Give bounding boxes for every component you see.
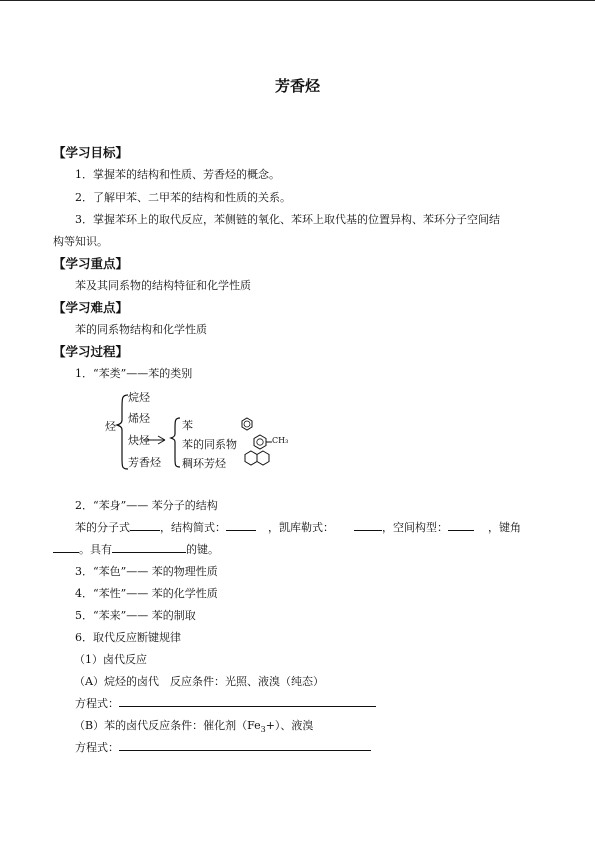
process-sub-b: （B）苯的卤代反应条件：催化剂$(Fe_3+)$、液溴 — [74, 719, 314, 735]
process-item-2: 2．“苯身”—— 苯分子的结构 — [75, 499, 218, 512]
structure-fill-line-2: 。具有 的键。 — [53, 541, 219, 557]
goal-item-3-continued: 构等知识。 — [53, 235, 108, 248]
structure-fill-line-1: 苯的分子式 ，结构简式： ，凯库勒式： ，空间构型： ，键角 — [75, 521, 521, 534]
diagram-branch-aromatic: 芳香烃 — [128, 456, 161, 469]
process-item-6: 6．取代反应断键规律 — [75, 631, 181, 644]
kekule-formula-blank[interactable] — [354, 519, 382, 531]
bond-angle-blank[interactable] — [53, 541, 79, 553]
process-item-5: 5．“苯来”—— 苯的制取 — [75, 609, 196, 622]
section-heading-key: 【学习重点】 — [53, 256, 129, 271]
diagram-branch-alkyne: 炔烃 — [128, 434, 150, 447]
toluene-ring-icon — [254, 435, 272, 449]
equation-line-a: 方程式： — [75, 695, 376, 711]
diagram-branch-alkene: 烯烃 — [128, 412, 150, 425]
bond-type-blank[interactable] — [112, 541, 186, 553]
goal-item-1: 1．掌握苯的结构和性质、芳香烃的概念。 — [75, 168, 280, 181]
key-point-text: 苯及其同系物的结构特征和化学性质 — [75, 279, 251, 292]
spatial-configuration-blank[interactable] — [448, 519, 474, 531]
process-sub-1: （1）卤代反应 — [74, 653, 147, 666]
goal-item-2: 2．了解甲苯、二甲苯的结构和性质的关系。 — [75, 191, 291, 204]
diagram-sub-fused: 稠环芳烃 — [182, 457, 226, 470]
diagram-branch-alkane: 烷烃 — [128, 391, 150, 404]
equation-b-blank[interactable] — [119, 739, 371, 751]
process-sub-a: （A）烷烃的卤代 反应条件：光照、液溴（纯态） — [74, 675, 324, 688]
diagram-methyl-label: CH₃ — [272, 436, 289, 445]
fused-ring-icon — [245, 451, 269, 465]
equation-a-blank[interactable] — [119, 695, 376, 707]
process-item-3: 3．“苯色”—— 苯的物理性质 — [75, 565, 218, 578]
section-heading-process: 【学习过程】 — [53, 344, 129, 359]
process-item-4: 4．“苯性”—— 苯的化学性质 — [75, 587, 218, 600]
difficult-point-text: 苯的同系物结构和化学性质 — [75, 323, 207, 336]
diagram-sub-homologue: 苯的同系物 — [182, 438, 237, 451]
hydrocarbon-classification-diagram — [100, 388, 300, 474]
benzene-ring-icon — [242, 418, 252, 430]
structural-formula-blank[interactable] — [226, 519, 256, 531]
goal-item-3: 3．掌握苯环上的取代反应，苯侧链的氧化、苯环上取代基的位置异构、苯环分子空间结 — [75, 213, 500, 226]
molecular-formula-blank[interactable] — [130, 519, 160, 531]
process-item-1: 1．“苯类”——苯的类别 — [75, 367, 193, 380]
diagram-root-label: 烃 — [105, 420, 116, 433]
page-top-border — [0, 0, 595, 1]
equation-line-b: 方程式： — [75, 739, 371, 755]
page-title: 芳香烃 — [274, 77, 320, 95]
diagram-sub-benzene: 苯 — [182, 419, 193, 432]
section-heading-difficult: 【学习难点】 — [53, 300, 129, 315]
section-heading-goals: 【学习目标】 — [53, 145, 129, 160]
